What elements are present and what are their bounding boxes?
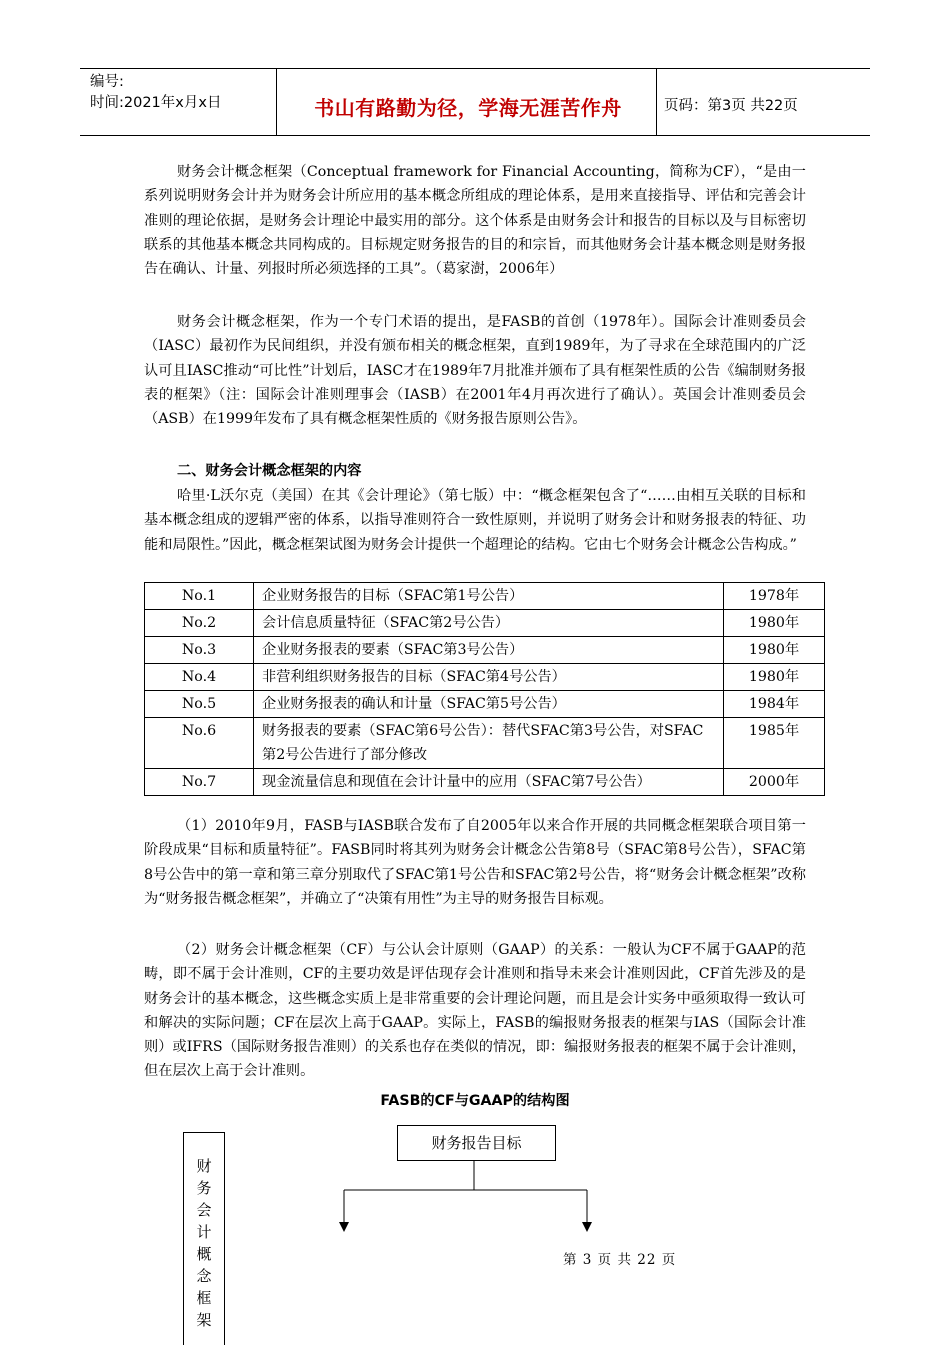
table-cell-title: 现金流量信息和现值在会计计量中的应用（SFAC第7号公告）	[254, 769, 724, 796]
paragraph-cf-definition: 财务会计概念框架（Conceptual framework for Financial Accounting，简称为CF），“是由一系列说明财务会计并为财务会计所应用的基本概念所组成的理论体系，是用来直接指导、评估和完善会计准则的理论依据，是财务会计理论中最实用的部分。这个体系是由财务会计和报告的目标以及与目标密切联系的其他基本概念共同构成的。目标规定财务报告的目的和宗旨，而其他财务会计基本概念则是财务报告在确认、计量、列报时所必须选择的工具”。（葛家澍，2006年）	[144, 164, 806, 278]
table-cell-year: 1980年	[724, 610, 825, 637]
cf-vertical-label: 财 务 会 计 概 念 框 架	[196, 1157, 212, 1329]
table-cell-title: 企业财务报表的要素（SFAC第3号公告）	[254, 637, 724, 664]
figure-title: FASB的CF与GAAP的结构图	[380, 1093, 570, 1109]
table-cell-year: 1980年	[724, 637, 825, 664]
document-time-label: 时间:2021年x月x日	[90, 95, 222, 111]
table-cell-title: 会计信息质量特征（SFAC第2号公告）	[254, 610, 724, 637]
table-cell-title: 企业财务报表的确认和计量（SFAC第5号公告）	[254, 691, 724, 718]
header-page-label: 页码：第3页 共22页	[664, 98, 798, 114]
table-cell-year: 1984年	[724, 691, 825, 718]
table-cell-title: 企业财务报告的目标（SFAC第1号公告）	[254, 583, 724, 610]
table-cell-no: No.4	[145, 664, 254, 691]
table-cell-no: No.7	[145, 769, 254, 796]
header-motto: 书山有路勤为径，学海无涯苦作舟	[314, 96, 622, 120]
table-cell-year: 1985年	[724, 718, 825, 769]
reporting-objective-box: 财务报告目标	[397, 1125, 556, 1161]
table-cell-no: No.2	[145, 610, 254, 637]
paragraph-note-2: （2）财务会计概念框架（CF）与公认会计原则（GAAP）的关系：一般认为CF不属于GAAP的范畴，即不属于会计准则，CF的主要功效是评估现存会计准则和指导未来会计准则因此，CF首先涉及的是财务会计的基本概念，这些概念实质上是非常重要的会计理论问题，而且是会计实务中亟须取得一致认可和解决的实际问题；CF在层次上高于GAAP。实际上，FASB的编报财务报表的框架与IAS（国际会计准则）或IFRS（国际财务报告准则）的关系也存在类似的情况，即：编报财务报表的框架不属于会计准则，但在层次上高于会计准则。	[144, 942, 806, 1080]
paragraph-note-1: （1）2010年9月，FASB与IASB联合发布了自2005年以来合作开展的共同概念框架联合项目第一阶段成果“目标和质量特征”。FASB同时将其列为财务会计概念公告第8号（SFAC第8号公告），SFAC第8号公告中的第一章和第三章分别取代了SFAC第1号公告和SFAC第2号公告，将“财务会计概念框架”改称为“财务报告概念框架”，并确立了“决策有用性”为主导的财务报告目标观。	[144, 818, 806, 907]
table-cell-no: No.1	[145, 583, 254, 610]
paragraph-intro: 哈里·L沃尔克（美国）在其《会计理论》（第七版）中：“概念框架包含了“……由相互关联的目标和基本概念组成的逻辑严密的体系，以指导准则符合一致性原则，并说明了财务会计和财务报表的特征、功能和局限性。”因此，概念框架试图为财务会计提供一个超理论的结构。它由七个财务会计概念公告构成。”	[144, 488, 806, 553]
table-cell-title: 财务报表的要素（SFAC第6号公告）：替代SFAC第3号公告，对SFAC第2号公告进行了部分修改	[254, 718, 724, 769]
document-number-label: 编号:	[90, 74, 124, 90]
table-cell-no: No.5	[145, 691, 254, 718]
footer-page-number: 第 3 页 共 22 页	[563, 1252, 677, 1268]
table-cell-year: 1980年	[724, 664, 825, 691]
paragraph-cf-history: 财务会计概念框架，作为一个专门术语的提出，是FASB的首创（1978年）。国际会计准则委员会（IASC）最初作为民间组织，并没有颁布相关的概念框架，直到1989年，为了寻求在全球范围内的广泛认可且IASC推动“可比性”计划后，IASC才在1989年7月批准并颁布了具有框架性质的公告《编制财务报表的框架》（注：国际会计准则理事会（IASB）在2001年4月再次进行了确认）。英国会计准则委员会（ASB）在1999年发布了具有概念框架性质的《财务报告原则公告》。	[144, 314, 806, 428]
table-cell-no: No.6	[145, 718, 254, 769]
arrowhead-right	[582, 1222, 592, 1232]
section-heading: 二、财务会计概念框架的内容	[177, 463, 362, 479]
table-cell-year: 2000年	[724, 769, 825, 796]
table-cell-title: 非营利组织财务报告的目标（SFAC第4号公告）	[254, 664, 724, 691]
table-cell-year: 1978年	[724, 583, 825, 610]
table-cell-no: No.3	[145, 637, 254, 664]
arrowhead-left	[339, 1222, 349, 1232]
